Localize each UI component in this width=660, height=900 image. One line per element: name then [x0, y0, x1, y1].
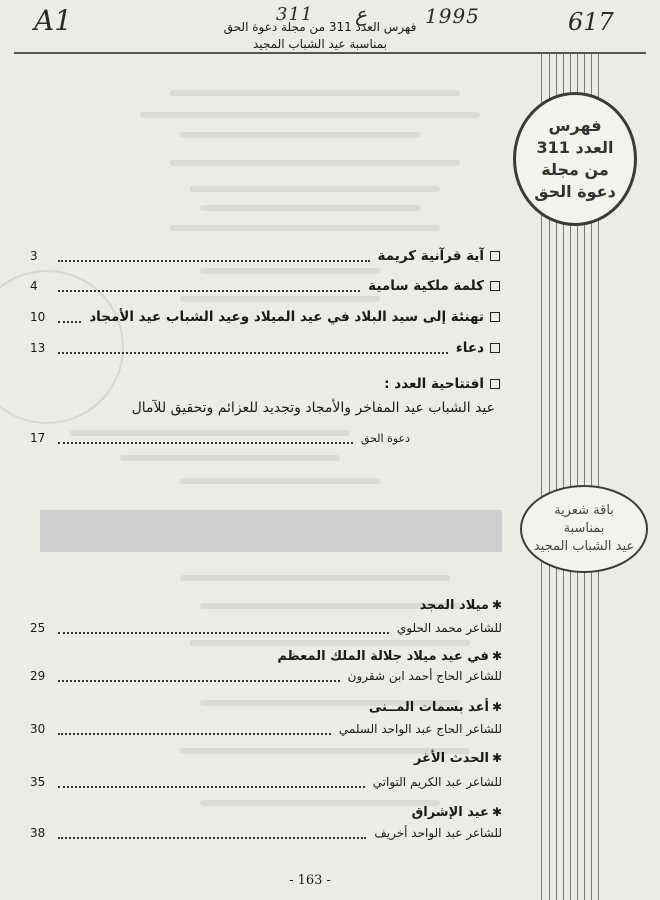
editorial-author: دعوة الحق: [360, 431, 410, 445]
header-line-1: فهرس العدد 311 من مجلة دعوة الحق: [223, 20, 417, 34]
editorial-subtitle: عيد الشباب عيد المفاخر والأمجاد وتجديد للعزائم وتحقيق للآمال: [131, 400, 495, 416]
poem-page: 35: [30, 775, 46, 789]
dot-leader: [58, 623, 389, 634]
star-icon: ✱: [491, 598, 502, 612]
toc-title: آية قرآنية كريمة: [377, 248, 484, 264]
badge-line-3: من مجلة: [541, 160, 609, 179]
toc-page: 13: [30, 341, 46, 355]
poem-page: 30: [30, 722, 46, 736]
handwritten-issue: 311: [276, 4, 314, 25]
dot-leader: [58, 342, 448, 354]
poem-title: ✱أعد بسمات المــنى: [368, 700, 502, 715]
poem-page: 38: [30, 826, 46, 840]
poet-name: للشاعر عبد الواحد أخريف: [374, 826, 502, 840]
handwritten-mark: A1: [34, 4, 73, 37]
toc-page: 4: [30, 279, 38, 293]
dot-leader: [58, 777, 365, 788]
dot-leader: [58, 828, 366, 839]
page-number: - 163 -: [289, 873, 331, 888]
poetry-badge-line-2: بمناسبة: [563, 521, 605, 536]
poet-name: للشاعر الحاج عبد الواحد السلمي: [338, 722, 502, 736]
dot-leader: [58, 671, 340, 682]
checkbox-icon: [490, 251, 500, 261]
checkbox-icon: [490, 312, 500, 322]
toc-page: 10: [30, 310, 46, 324]
poem-entry: [30, 773, 502, 791]
dot-leader: [58, 250, 370, 262]
toc-title: تهنئة إلى سيد البلاد في عيد الميلاد وعيد الشباب عيد الأمجاد: [89, 309, 484, 325]
toc-title: افتتاحية العدد :: [384, 376, 484, 392]
poem-title: ✱ميلاد المجد: [419, 598, 502, 613]
dot-leader: [58, 724, 331, 735]
poem-title: ✱الحدث الأغر: [414, 751, 502, 766]
star-icon: ✱: [491, 649, 502, 663]
poem-entry: [30, 667, 502, 685]
dot-leader: [58, 311, 81, 323]
section-band: [40, 510, 502, 552]
toc-entry-editorial: [30, 373, 500, 395]
handwritten-year: 1995: [425, 4, 480, 28]
toc-page: 3: [30, 249, 38, 263]
dot-leader: [58, 280, 360, 292]
star-icon: ✱: [491, 751, 502, 765]
header-line-2: بمناسبة عيد الشباب المجيد: [252, 37, 388, 51]
running-header: [170, 19, 470, 53]
toc-entry: [30, 245, 500, 267]
editorial-entry: [30, 428, 410, 448]
checkbox-icon: [490, 281, 500, 291]
toc-title: كلمة ملكية سامية: [368, 278, 484, 294]
editorial-page: 17: [30, 431, 46, 445]
poem-entry: [30, 720, 502, 738]
dot-leader: [58, 432, 353, 444]
header-rule: [14, 52, 646, 54]
poem-title: ✱عيد الإشراق: [411, 805, 502, 820]
poet-name: للشاعر عبد الكريم التواتي: [372, 775, 502, 789]
badge-line-2: العدد 311: [536, 138, 614, 157]
poem-entry: [30, 619, 502, 637]
poem-page: 29: [30, 669, 46, 683]
toc-entry: [30, 306, 500, 328]
star-icon: ✱: [491, 805, 502, 819]
checkbox-icon: [490, 379, 500, 389]
poem-title: ✱في عيد ميلاد جلالة الملك المعظم: [277, 649, 502, 664]
poetry-badge: [520, 485, 648, 573]
poem-page: 25: [30, 621, 46, 635]
issue-badge: [513, 92, 637, 226]
poet-name: للشاعر الحاج أحمد ابن شقرون: [347, 669, 502, 683]
handwritten-page-code: 617: [568, 8, 614, 36]
poem-entry: [30, 824, 502, 842]
star-icon: ✱: [491, 700, 502, 714]
toc-entry: [30, 337, 500, 359]
poetry-badge-line-3: عيد الشباب المجيد: [533, 539, 635, 554]
poetry-badge-line-1: باقة شعرية: [554, 503, 614, 518]
handwritten-letter: ع: [355, 2, 367, 26]
badge-line-4: دعوة الحق: [534, 182, 616, 201]
toc-entry: [30, 275, 500, 297]
toc-title: دعاء: [455, 340, 484, 356]
poet-name: للشاعر محمد الحلوي: [396, 621, 502, 635]
checkbox-icon: [490, 343, 500, 353]
badge-line-1: فهرس: [548, 116, 602, 135]
